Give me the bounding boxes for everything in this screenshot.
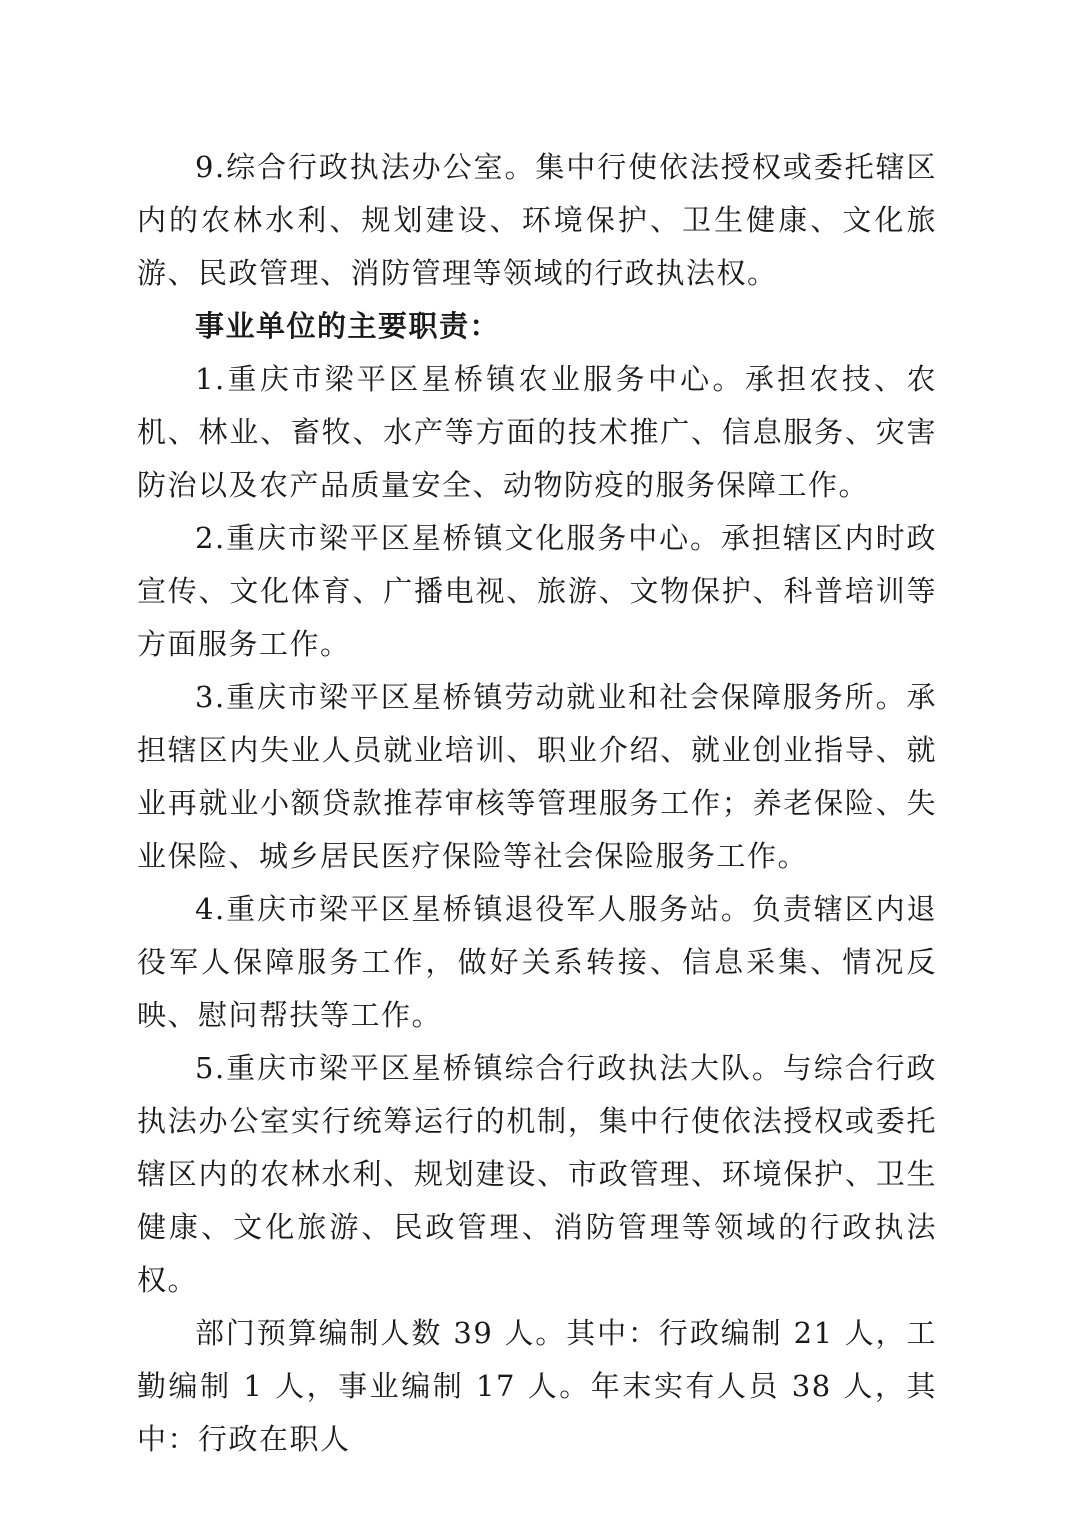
paragraph-item-5-law-enforcement-brigade: 5.重庆市梁平区星桥镇综合行政执法大队。与综合行政执法办公室实行统筹运行的机制，集中行使依法授权或委托辖区内的农林水利、规划建设、市政管理、环境保护、卫生健康、文化旅游、民政管理、消防管理等领域的行政执法权。 [137, 1051, 937, 1297]
paragraph-item-4-veterans-station: 4.重庆市梁平区星桥镇退役军人服务站。负责辖区内退役军人保障服务工作，做好关系转接、信息采集、情况反映、慰问帮扶等工作。 [137, 892, 937, 1032]
document-page [137, 141, 937, 1466]
paragraph-item-2-culture-center: 2.重庆市梁平区星桥镇文化服务中心。承担辖区内时政宣传、文化体育、广播电视、旅游、文物保护、科普培训等方面服务工作。 [137, 521, 937, 661]
paragraph-item-9-law-enforcement-office: 9.综合行政执法办公室。集中行使依法授权或委托辖区内的农林水利、规划建设、环境保护、卫生健康、文化旅游、民政管理、消防管理等领域的行政执法权。 [137, 150, 937, 290]
paragraph-item-3-labor-social-security: 3.重庆市梁平区星桥镇劳动就业和社会保障服务所。承担辖区内失业人员就业培训、职业介绍、就业创业指导、就业再就业小额贷款推荐审核等管理服务工作；养老保险、失业保险、城乡居民医疗保险等社会保险服务工作。 [137, 680, 937, 873]
section-heading-institution-duties: 事业单位的主要职责： [195, 309, 501, 343]
paragraph-item-1-agriculture-center: 1.重庆市梁平区星桥镇农业服务中心。承担农技、农机、林业、畜牧、水产等方面的技术推广、信息服务、灾害防治以及农产品质量安全、动物防疫的服务保障工作。 [137, 362, 937, 502]
paragraph-staffing-numbers: 部门预算编制人数 39 人。其中：行政编制 21 人，工勤编制 1 人，事业编制 17 人。年末实有人员 38 人，其中：行政在职人 [137, 1316, 937, 1456]
